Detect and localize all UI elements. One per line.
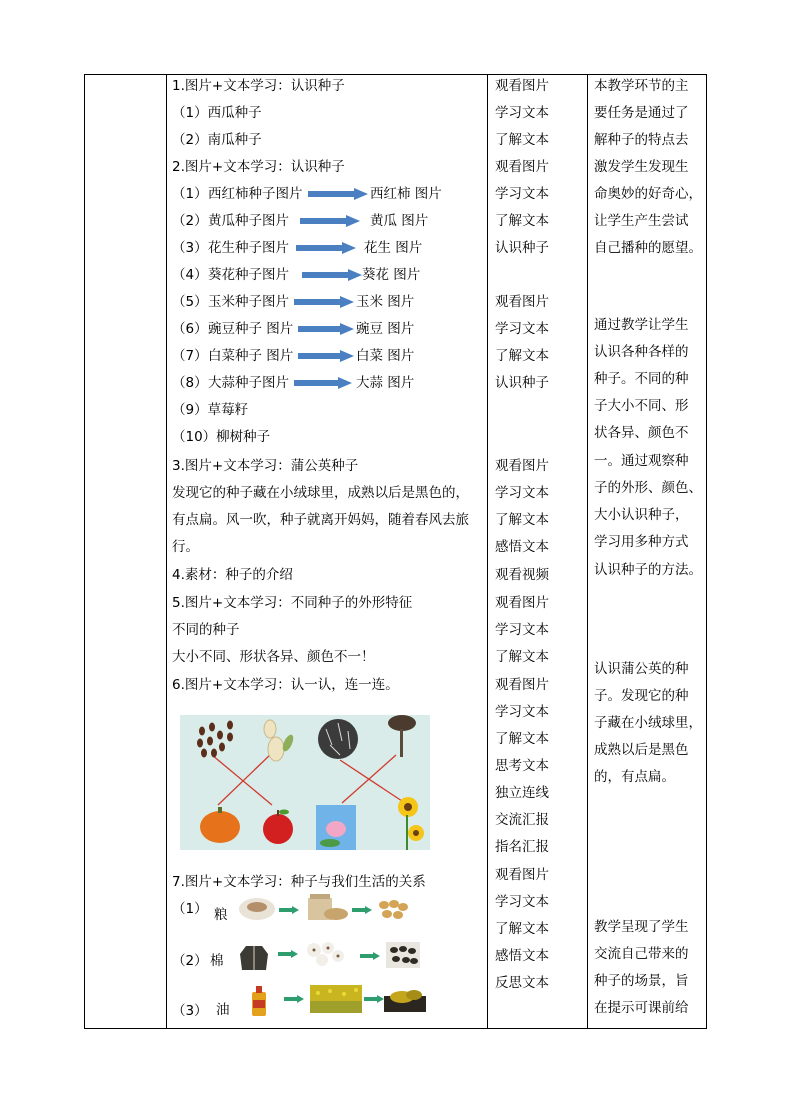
activity-item: 独立连线 <box>495 785 549 801</box>
table-bottom-border <box>84 1028 707 1029</box>
activity-item: 了解文本 <box>495 649 549 665</box>
seed-label: 葵花种子图片 <box>208 267 289 283</box>
row-number: （8） <box>172 375 208 391</box>
seed-pile-image <box>384 988 426 1012</box>
intent-line: 教学呈现了学生 <box>594 919 689 935</box>
matching-exercise-image <box>180 715 430 850</box>
seed-label: 玉米种子图片 <box>208 294 289 310</box>
list-item: （9）草莓籽 <box>172 402 249 418</box>
plant-label: 白菜 图片 <box>356 348 415 364</box>
activity-item: 学习文本 <box>495 704 549 720</box>
col-divider-2 <box>487 74 488 1029</box>
intent-line: 命奥妙的好奇心， <box>594 186 702 202</box>
activity-item: 学习文本 <box>495 894 549 910</box>
grain-sack-image <box>302 892 348 922</box>
paragraph-line: 行。 <box>172 539 199 555</box>
col-divider-3 <box>587 74 588 1029</box>
intent-line: 激发学生发现生 <box>594 159 689 175</box>
plant-label: 西红柿 图片 <box>370 186 442 202</box>
activity-item: 指名汇报 <box>495 839 549 855</box>
paragraph-line: 不同的种子 <box>172 622 240 638</box>
table-right-border <box>706 74 707 1029</box>
rice-bowl-image <box>238 897 276 921</box>
jacket-image <box>238 942 270 972</box>
plant-label: 黄瓜 图片 <box>370 213 429 229</box>
right-arrow-icon <box>298 350 354 362</box>
intent-line: 种子。不同的种 <box>594 371 689 387</box>
activity-item: 了解文本 <box>495 213 549 229</box>
section-5-title: 5.图片+文本学习：不同种子的外形特征 <box>172 595 413 611</box>
activity-item: 观看图片 <box>495 677 549 693</box>
list-item: （1）西瓜种子 <box>172 105 262 121</box>
row-label: 粮 <box>214 907 228 923</box>
plant-label: 玉米 图片 <box>356 294 415 310</box>
activity-item: 观看图片 <box>495 458 549 474</box>
activity-item: 反思文本 <box>495 975 549 991</box>
table-top-border <box>84 74 707 75</box>
intent-line: 子的外形、颜色、 <box>594 480 702 496</box>
section-1-title: 1.图片+文本学习：认识种子 <box>172 78 345 94</box>
right-arrow-icon <box>300 215 360 227</box>
plant-label: 花生 图片 <box>364 240 423 256</box>
row-number: （1） <box>172 186 208 202</box>
right-arrow-icon <box>296 242 356 254</box>
right-arrow-icon <box>308 188 368 200</box>
activity-item: 思考文本 <box>495 758 549 774</box>
grain-seeds-image <box>376 897 410 921</box>
row-label: 棉 <box>210 953 224 969</box>
green-arrow-icon <box>352 906 372 914</box>
intent-line: 认识各种各样的 <box>594 344 689 360</box>
row-number: （3） <box>172 240 208 256</box>
seed-label: 黄瓜种子图片 <box>208 213 289 229</box>
row-number: （2） <box>172 213 208 229</box>
paragraph-line: 有点扁。风一吹，种子就离开妈妈，随着春风去旅 <box>172 512 469 528</box>
paragraph-line: 大小不同、形状各异、颜色不一！ <box>172 649 375 665</box>
seed-label: 大蒜种子图片 <box>208 375 289 391</box>
activity-item: 了解文本 <box>495 512 549 528</box>
activity-item: 观看图片 <box>495 294 549 310</box>
activity-item: 观看图片 <box>495 867 549 883</box>
row-number: （3） <box>172 1003 208 1019</box>
section-6-title: 6.图片+文本学习：认一认，连一连。 <box>172 677 399 693</box>
cotton-seeds-image <box>386 942 420 968</box>
intent-line: 子藏在小绒球里， <box>594 715 702 731</box>
activity-item: 交流汇报 <box>495 812 549 828</box>
section-3-title: 3.图片+文本学习：蒲公英种子 <box>172 458 359 474</box>
activity-item: 学习文本 <box>495 622 549 638</box>
activity-item: 观看图片 <box>495 78 549 94</box>
activity-item: 观看视频 <box>495 567 549 583</box>
intent-line: 状各异、颜色不 <box>594 425 689 441</box>
intent-line: 解种子的特点去 <box>594 132 689 148</box>
list-item: （2）南瓜种子 <box>172 132 262 148</box>
intent-line: 学习用多种方式 <box>594 534 689 550</box>
intent-line: 交流自己带来的 <box>594 946 689 962</box>
rapeseed-field-image <box>310 985 362 1013</box>
right-arrow-icon <box>298 323 354 335</box>
activity-item: 认识种子 <box>495 375 549 391</box>
activity-item: 了解文本 <box>495 132 549 148</box>
section-7-title: 7.图片+文本学习：种子与我们生活的关系 <box>172 874 426 890</box>
table-left-border <box>84 74 85 1029</box>
seed-label: 花生种子图片 <box>208 240 289 256</box>
intent-line: 要任务是通过了 <box>594 105 689 121</box>
intent-line: 在提示可课前给 <box>594 1000 689 1016</box>
intent-line: 大小认识种子， <box>594 507 689 523</box>
row-number: （5） <box>172 294 208 310</box>
row-number: （6） <box>172 321 208 337</box>
plant-label: 豌豆 图片 <box>356 321 415 337</box>
activity-item: 观看图片 <box>495 159 549 175</box>
plant-label: 大蒜 图片 <box>356 375 415 391</box>
activity-item: 感悟文本 <box>495 948 549 964</box>
activity-item: 学习文本 <box>495 321 549 337</box>
row-number: （4） <box>172 267 208 283</box>
row-number: （2） <box>172 953 208 969</box>
intent-line: 种子的场景，旨 <box>594 973 689 989</box>
seed-label: 豌豆种子 图片 <box>208 321 294 337</box>
intent-line: 成熟以后是黑色 <box>594 742 689 758</box>
intent-line: 子大小不同、形 <box>594 398 689 414</box>
intent-line: 认识蒲公英的种 <box>594 661 689 677</box>
activity-item: 学习文本 <box>495 485 549 501</box>
green-arrow-icon <box>284 995 304 1003</box>
intent-line: 自己播种的愿望。 <box>594 240 702 256</box>
green-arrow-icon <box>360 952 380 960</box>
row-number: （1） <box>172 901 208 917</box>
activity-item: 认识种子 <box>495 240 549 256</box>
intent-line: 一。通过观察种 <box>594 453 689 469</box>
intent-line: 认识种子的方法。 <box>594 562 702 578</box>
activity-item: 了解文本 <box>495 921 549 937</box>
plant-label: 葵花 图片 <box>362 267 421 283</box>
green-arrow-icon <box>278 950 298 958</box>
activity-item: 学习文本 <box>495 186 549 202</box>
green-arrow-icon <box>364 995 384 1003</box>
intent-line: 本教学环节的主 <box>594 78 689 94</box>
right-arrow-icon <box>302 269 362 281</box>
list-item: （10）柳树种子 <box>172 429 271 445</box>
intent-line: 的，有点扁。 <box>594 769 675 785</box>
activity-item: 观看图片 <box>495 595 549 611</box>
intent-line: 通过教学让学生 <box>594 317 689 333</box>
intent-line: 子。发现它的种 <box>594 688 689 704</box>
activity-item: 了解文本 <box>495 348 549 364</box>
section-4-title: 4.素材：种子的介绍 <box>172 567 293 583</box>
seed-label: 西红柿种子图片 <box>208 186 303 202</box>
oil-bottle-image <box>248 984 270 1018</box>
intent-line: 让学生产生尝试 <box>594 213 689 229</box>
col-divider-1 <box>166 74 167 1029</box>
paragraph-line: 发现它的种子藏在小绒球里，成熟以后是黑色的， <box>172 485 469 501</box>
row-label: 油 <box>216 1002 230 1018</box>
matching-exercise-drawing <box>180 715 430 850</box>
right-arrow-icon <box>294 377 352 389</box>
right-arrow-icon <box>294 296 354 308</box>
row-number: （7） <box>172 348 208 364</box>
activity-item: 了解文本 <box>495 731 549 747</box>
section-2-title: 2.图片+文本学习：认识种子 <box>172 159 345 175</box>
activity-item: 学习文本 <box>495 105 549 121</box>
activity-item: 感悟文本 <box>495 539 549 555</box>
seed-label: 白菜种子 图片 <box>208 348 294 364</box>
green-arrow-icon <box>279 906 299 914</box>
cotton-image <box>302 938 350 970</box>
